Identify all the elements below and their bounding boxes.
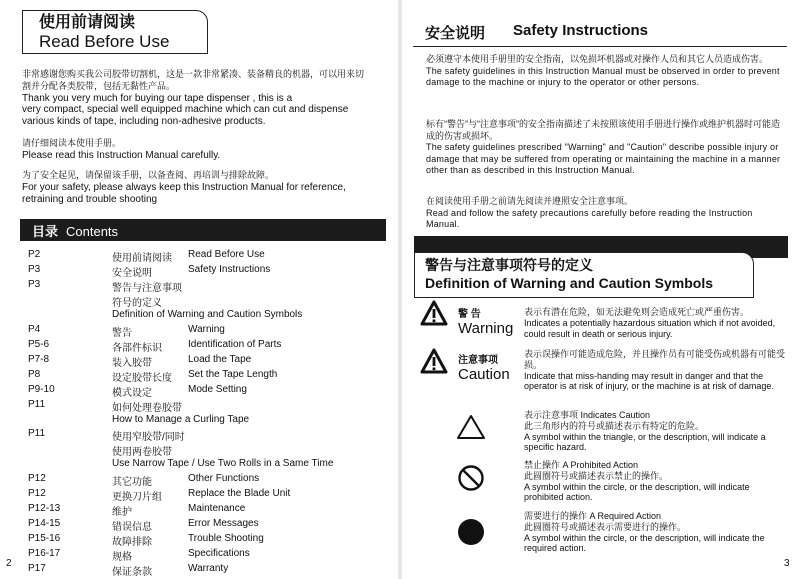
safety-paragraph-1 (426, 54, 782, 89)
page-number-right: 3 (784, 558, 790, 569)
toc-page: P11 (28, 428, 46, 440)
toc-row (28, 249, 333, 264)
prohibited-icon (457, 464, 485, 492)
toc-page: P12 (28, 487, 46, 499)
toc-page: P17 (28, 562, 46, 574)
toc-title-cn: 警告 (112, 327, 132, 339)
intro-line: very compact, special well equipped machine which can cut and dispense (22, 104, 349, 116)
title-en: Read Before Use (39, 32, 170, 51)
definition-title (414, 252, 754, 298)
toc-title-en: Warranty (188, 562, 229, 574)
toc-title-cn: 装入胶带 (112, 357, 152, 369)
read-manual-en: Please read this Instruction Manual carefully. (22, 149, 221, 161)
toc-page (28, 458, 112, 473)
toc-page: P11 (28, 398, 46, 410)
toc-title-cn: 安全说明 (112, 268, 152, 279)
contents-title-cn: 目录 (32, 224, 59, 239)
definition-title-en: Definition of Warning and Caution Symbols (425, 275, 714, 291)
toc-row (28, 518, 333, 533)
toc-title-en (188, 428, 333, 458)
toc-row (28, 369, 333, 384)
toc-title-cn: 其它功能 (112, 476, 152, 488)
contents-header-bar (20, 219, 386, 241)
toc-title-en: How to Manage a Curling Tape (112, 413, 250, 425)
toc-title-en (188, 279, 333, 309)
toc-row (28, 473, 333, 488)
toc-page: P3 (28, 264, 41, 275)
prohibited-description (524, 460, 786, 503)
toc-row (28, 548, 333, 563)
toc-row (28, 324, 333, 339)
safety-p1-en: The safety guidelines in this Instruction Manual must be observed in order to prevent damage to the machine or injury to the operator or other persons. (426, 65, 780, 88)
toc-title-cn: 警告与注意事项符号的定义 (112, 283, 182, 309)
caution-label-en: Caution (458, 366, 510, 383)
intro-paragraph (22, 69, 392, 128)
safety-p1-cn: 必须遵守本使用手册里的安全指南，以免损坏机器或对操作人员和其它人员造成伤害。 (426, 54, 769, 64)
toc-title-en: Maintenance (188, 502, 246, 514)
toc-row (28, 309, 333, 324)
keep-manual-en: retraining and trouble shooting (22, 193, 158, 205)
warning-label-cn: 警 告 (458, 309, 481, 320)
toc-title-en: Error Messages (188, 517, 259, 529)
toc-title-cn: 使用前请阅读 (112, 253, 172, 264)
required-desc-cn2: 此圆圈符号或描述表示需要进行的操作。 (524, 521, 687, 532)
page-number-left: 2 (6, 558, 12, 569)
toc-row (28, 458, 333, 473)
toc-page: P7-8 (28, 353, 50, 365)
keep-manual-en: For your safety, please always keep this Instruction Manual for reference, (22, 181, 346, 193)
safety-p2-cn: 标有“警告”与“注意事项”的安全指南描述了未按照该使用手册进行操作或维护机器时可能造成的伤害或损坏。 (426, 119, 780, 141)
toc-title-cn: 保证条款 (112, 566, 152, 578)
required-desc-cn: 需要进行的操作 A Required Action (524, 511, 662, 521)
caution-outline-triangle-icon (456, 414, 486, 440)
contents-title-en: Contents (66, 224, 119, 239)
toc-title-en: Mode Setting (188, 383, 247, 395)
toc-title-cn: 更换刀片组 (112, 491, 162, 503)
toc-title-cn: 各部件标识 (112, 342, 162, 354)
safety-header-cn: 安全说明 (425, 25, 486, 42)
safety-header-en: Safety Instructions (513, 22, 649, 39)
triangle-desc-en: A symbol within the triangle, or the description, will indicate a specific hazard. (524, 431, 766, 453)
caution-label-cn: 注意事项 (458, 355, 498, 366)
toc-title-en: Trouble Shooting (188, 532, 264, 544)
toc-title-en: Other Functions (188, 472, 260, 484)
toc-title-en: Replace the Blade Unit (188, 487, 291, 499)
toc-title-cn: 规格 (112, 551, 132, 563)
toc-page: P4 (28, 323, 41, 335)
caution-description (524, 349, 786, 392)
caution-desc-cn: 表示误操作可能造成危险，并且操作员有可能受伤或机器有可能受损。 (524, 349, 786, 370)
read-manual-paragraph (22, 138, 392, 162)
warning-description (524, 307, 786, 339)
toc-row (28, 414, 333, 429)
toc-title-cn: 维护 (112, 506, 132, 518)
intro-line: Thank you very much for buying our tape dispenser , this is a (22, 92, 293, 104)
toc-page: P15-16 (28, 532, 61, 544)
toc-row (28, 339, 333, 354)
toc-title-en: Read Before Use (188, 249, 265, 260)
toc-page: P8 (28, 368, 41, 380)
toc-title-en: Safety Instructions (188, 264, 271, 275)
safety-p2-en: The safety guidelines prescribed "Warning" and "Caution" describe possible injury or damage that may be suffered from operating or maintaining the machine in a manner other than as described in this Instruction Manual. (426, 142, 781, 176)
toc-title-cn: 如何处理卷胶带 (112, 402, 182, 414)
toc-page (28, 309, 112, 324)
warning-triangle-icon (420, 300, 448, 326)
toc-title-cn: 设定胶带长度 (112, 372, 172, 384)
warning-desc-en: Indicates a potentially hazardous situation which if not avoided, could result in death or serious injury. (524, 317, 776, 339)
toc-title-en: Definition of Warning and Caution Symbols (112, 309, 303, 320)
required-action-icon (456, 517, 486, 547)
keep-manual-paragraph (22, 170, 392, 205)
toc-row (28, 563, 333, 578)
safety-p3-en: Read and follow the safety precautions carefully before reading the Instruction Manual. (426, 207, 753, 230)
toc-title-en: Set the Tape Length (188, 368, 278, 380)
toc-title-en: Use Narrow Tape / Use Two Rolls in a Same Time (112, 458, 334, 470)
required-desc-en: A symbol within the circle, or the description, will indicate the required action. (524, 532, 765, 554)
toc-page (28, 414, 112, 429)
prohibited-desc-cn: 禁止操作 A Prohibited Action (524, 460, 639, 470)
toc-title-en (188, 399, 333, 414)
caution-desc-en: Indicate that miss-handing may result in danger and that the operator is at risk of injury, or the machine is at risk of damage. (524, 370, 774, 392)
required-description (524, 511, 786, 554)
toc-row (28, 354, 333, 369)
read-manual-cn: 请仔细阅读本使用手册。 (22, 138, 122, 148)
caution-label (458, 351, 510, 383)
caution-triangle-icon (420, 348, 448, 374)
toc-page: P12 (28, 472, 46, 484)
toc-title-cn: 错误信息 (112, 521, 152, 533)
toc-page: P16-17 (28, 547, 61, 559)
toc-row (28, 279, 333, 309)
toc-title-en: Load the Tape (188, 353, 252, 365)
table-of-contents (28, 249, 333, 578)
safety-paragraph-3 (426, 196, 782, 231)
prohibited-desc-en: A symbol within the circle, or the description, will indicate prohibited action. (524, 481, 750, 503)
intro-line: various kinds of tape, including non-adhesive products. (22, 116, 266, 128)
warning-label (458, 305, 513, 337)
toc-row (28, 384, 333, 399)
title-cn: 使用前请阅读 (39, 14, 136, 31)
prohibited-desc-cn2: 此圆圈符号或描述表示禁止的操作。 (524, 470, 669, 481)
triangle-desc-cn2: 此三角形内的符号或描述表示有特定的危险。 (524, 420, 705, 431)
toc-title-cn: 模式设定 (112, 387, 152, 399)
toc-title-en: Warning (188, 323, 225, 335)
toc-row (28, 264, 333, 279)
toc-title-cn: 故障排除 (112, 536, 152, 548)
toc-row (28, 533, 333, 548)
toc-page: P2 (28, 249, 41, 260)
toc-row (28, 428, 333, 458)
intro-line: 割并分配各类胶带，包括无黏性产品。 (22, 80, 176, 91)
toc-title-en: Specifications (188, 547, 250, 559)
safety-paragraph-2 (426, 119, 782, 177)
toc-page: P12-13 (28, 502, 61, 514)
toc-row (28, 399, 333, 414)
keep-manual-cn: 为了安全起见，请保留该手册，以备查阅、再培训与排除故障。 (22, 170, 275, 180)
safety-instructions-header (413, 20, 787, 47)
warning-desc-cn: 表示有潜在危险，如无法避免则会造成死亡或严重伤害。 (524, 307, 750, 317)
triangle-description (524, 410, 786, 453)
right-page (400, 0, 800, 579)
toc-row (28, 488, 333, 503)
read-before-use-title (22, 10, 208, 54)
safety-p3-cn: 在阅读使用手册之前请先阅读并遵照安全注意事项。 (426, 196, 634, 206)
intro-line: 非常感谢您购买我公司胶带切割机，这是一款非常紧凑、装备精良的机器，可以用来切 (22, 69, 365, 79)
toc-page: P5-6 (28, 338, 50, 350)
triangle-desc-cn: 表示注意事项 Indicates Caution (524, 410, 651, 420)
toc-page: P14-15 (28, 517, 61, 529)
toc-page: P3 (28, 279, 41, 290)
warning-label-en: Warning (458, 320, 514, 337)
toc-row (28, 503, 333, 518)
toc-title-cn: 使用窄胶带/同时使用两卷胶带 (112, 432, 185, 459)
toc-page: P9-10 (28, 383, 55, 395)
toc-title-en: Identification of Parts (188, 338, 282, 350)
definition-title-cn: 警告与注意事项符号的定义 (425, 257, 593, 273)
